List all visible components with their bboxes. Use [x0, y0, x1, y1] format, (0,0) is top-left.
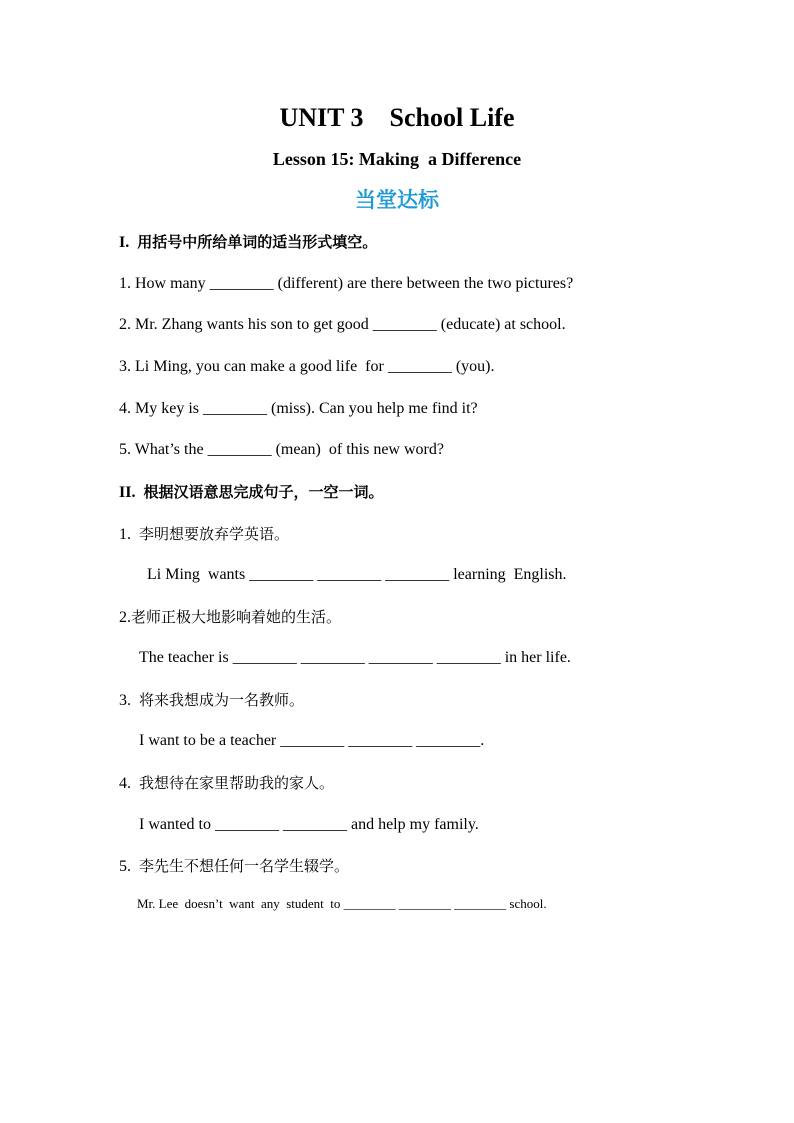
part1-instruction: 用括号中所给单词的适当形式填空。	[137, 233, 378, 251]
unit-title: UNIT 3 School Life	[279, 103, 515, 132]
part2-item-4-chinese: 我想待在家里帮助我的家人。	[139, 774, 335, 792]
part2-item-1-chinese: 李明想要放弃学英语。	[139, 525, 290, 543]
part2-item-5-number: 5.	[119, 858, 139, 875]
part1-label: I.	[119, 234, 138, 251]
part2-label: II.	[119, 484, 144, 501]
part2-item-3-prompt	[119, 689, 304, 712]
part2-item-4-number: 4.	[119, 775, 139, 792]
part2-item-5-prompt	[119, 855, 349, 878]
part2-item-4-english: I wanted to ________ ________ and help my family.	[139, 816, 479, 833]
part2-item-5-chinese: 李先生不想任何一名学生辍学。	[139, 857, 350, 875]
part2-item-1-english: Li Ming wants ________ ________ ________ learning English.	[147, 566, 567, 583]
part2-item-4-prompt	[119, 772, 334, 795]
part1-item-2: 2. Mr. Zhang wants his son to get good ________ (educate) at school.	[119, 316, 566, 333]
part2-item-3-number: 3.	[119, 692, 139, 709]
part1-item-5: 5. What’s the ________ (mean) of this new word?	[119, 441, 444, 458]
part1-item-4: 4. My key is ________ (miss). Can you help me find it?	[119, 400, 478, 417]
part2-item-5-english: Mr. Lee doesn’t want any student to ________ ________ ________ school.	[137, 896, 547, 911]
part2-item-1-number: 1.	[119, 526, 139, 543]
part1-item-3: 3. Li Ming, you can make a good life for ________ (you).	[119, 358, 495, 375]
part2-item-2-number: 2.	[119, 609, 131, 626]
part2-instruction: 根据汉语意思完成句子，一空一词。	[143, 483, 384, 501]
part2-item-2-chinese: 老师正极大地影响着她的生活。	[131, 608, 342, 626]
part1-item-1: 1. How many ________ (different) are there between the two pictures?	[119, 275, 574, 292]
lesson-subtitle: Lesson 15: Making a Difference	[272, 149, 522, 169]
part2-item-3-english: I want to be a teacher ________ ________ ________.	[139, 732, 485, 749]
part1-heading	[119, 231, 377, 254]
part2-item-2-prompt	[119, 606, 341, 629]
part2-heading	[119, 481, 383, 504]
part2-item-2-english: The teacher is ________ ________ ________ ________ in her life.	[139, 649, 571, 666]
section-heading: 当堂达标	[355, 188, 439, 212]
part2-item-3-chinese: 将来我想成为一名教师。	[139, 691, 305, 709]
part2-item-1-prompt	[119, 523, 289, 546]
